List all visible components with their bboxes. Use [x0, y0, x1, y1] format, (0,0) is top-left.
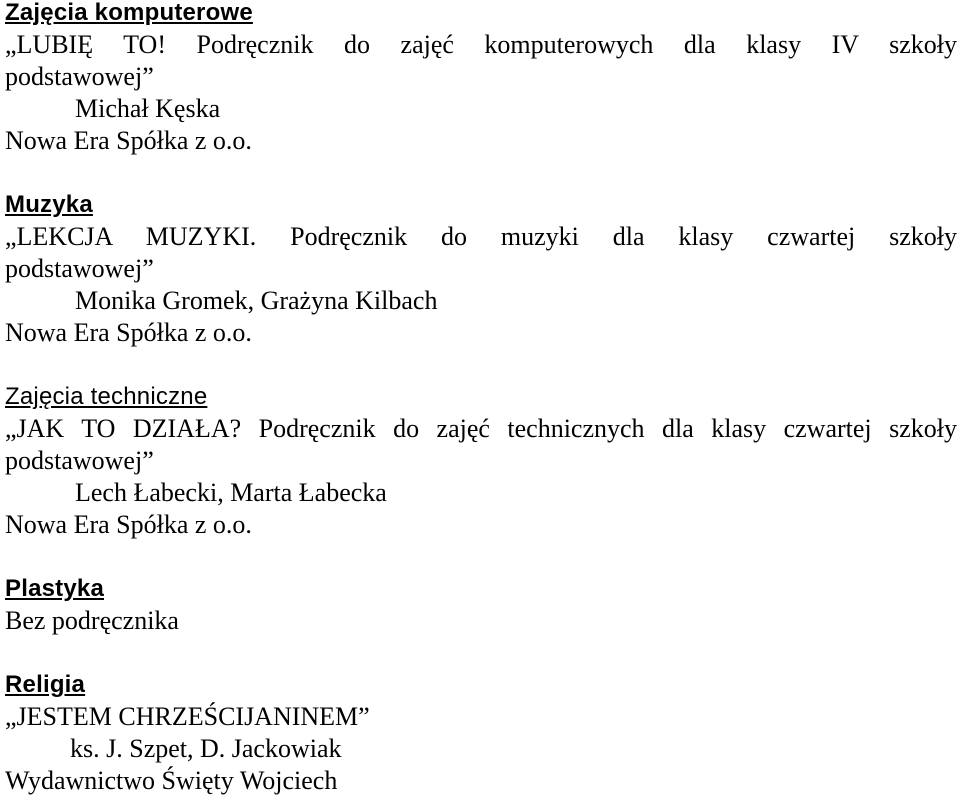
section-spacer — [5, 541, 957, 573]
section-heading: Zajęcia komputerowe — [5, 0, 253, 26]
book-authors: Lech Łabecki, Marta Łabecka — [75, 478, 387, 507]
section-technical-classes — [5, 381, 957, 541]
book-title: „LEKCJA MUZYKI. Podręcznik do muzyki dla klasy czwartej szkoły — [5, 222, 957, 251]
book-title: „JESTEM CHRZEŚCIJANINEM” — [5, 702, 370, 731]
book-title-continuation: podstawowej” — [5, 62, 154, 91]
book-title-continuation: podstawowej” — [5, 254, 154, 283]
section-spacer — [5, 157, 957, 189]
book-title-continuation: podstawowej” — [5, 446, 154, 475]
section-heading: Religia — [5, 671, 86, 698]
book-publisher: Nowa Era Spółka z o.o. — [5, 510, 252, 539]
section-religion — [5, 669, 957, 797]
book-publisher: Nowa Era Spółka z o.o. — [5, 126, 252, 155]
section-art — [5, 573, 957, 637]
section-heading: Zajęcia techniczne — [5, 383, 208, 410]
book-title: „JAK TO DZIAŁA? Podręcznik do zajęć technicznych dla klasy czwartej szkoły — [5, 414, 957, 443]
section-heading: Plastyka — [5, 575, 105, 602]
book-authors: ks. J. Szpet, D. Jackowiak — [70, 734, 342, 763]
section-computer-classes — [5, 0, 957, 157]
section-heading: Muzyka — [5, 191, 93, 218]
book-authors: Michał Kęska — [75, 94, 221, 123]
document-page — [5, 0, 957, 797]
book-publisher: Wydawnictwo Święty Wojciech — [5, 766, 338, 795]
book-authors: Monika Gromek, Grażyna Kilbach — [75, 286, 438, 315]
book-publisher: Nowa Era Spółka z o.o. — [5, 318, 252, 347]
section-spacer — [5, 637, 957, 669]
section-music — [5, 189, 957, 349]
section-spacer — [5, 349, 957, 381]
section-note: Bez podręcznika — [5, 606, 179, 635]
book-title: „LUBIĘ TO! Podręcznik do zajęć komputerowych dla klasy IV szkoły — [5, 30, 957, 59]
